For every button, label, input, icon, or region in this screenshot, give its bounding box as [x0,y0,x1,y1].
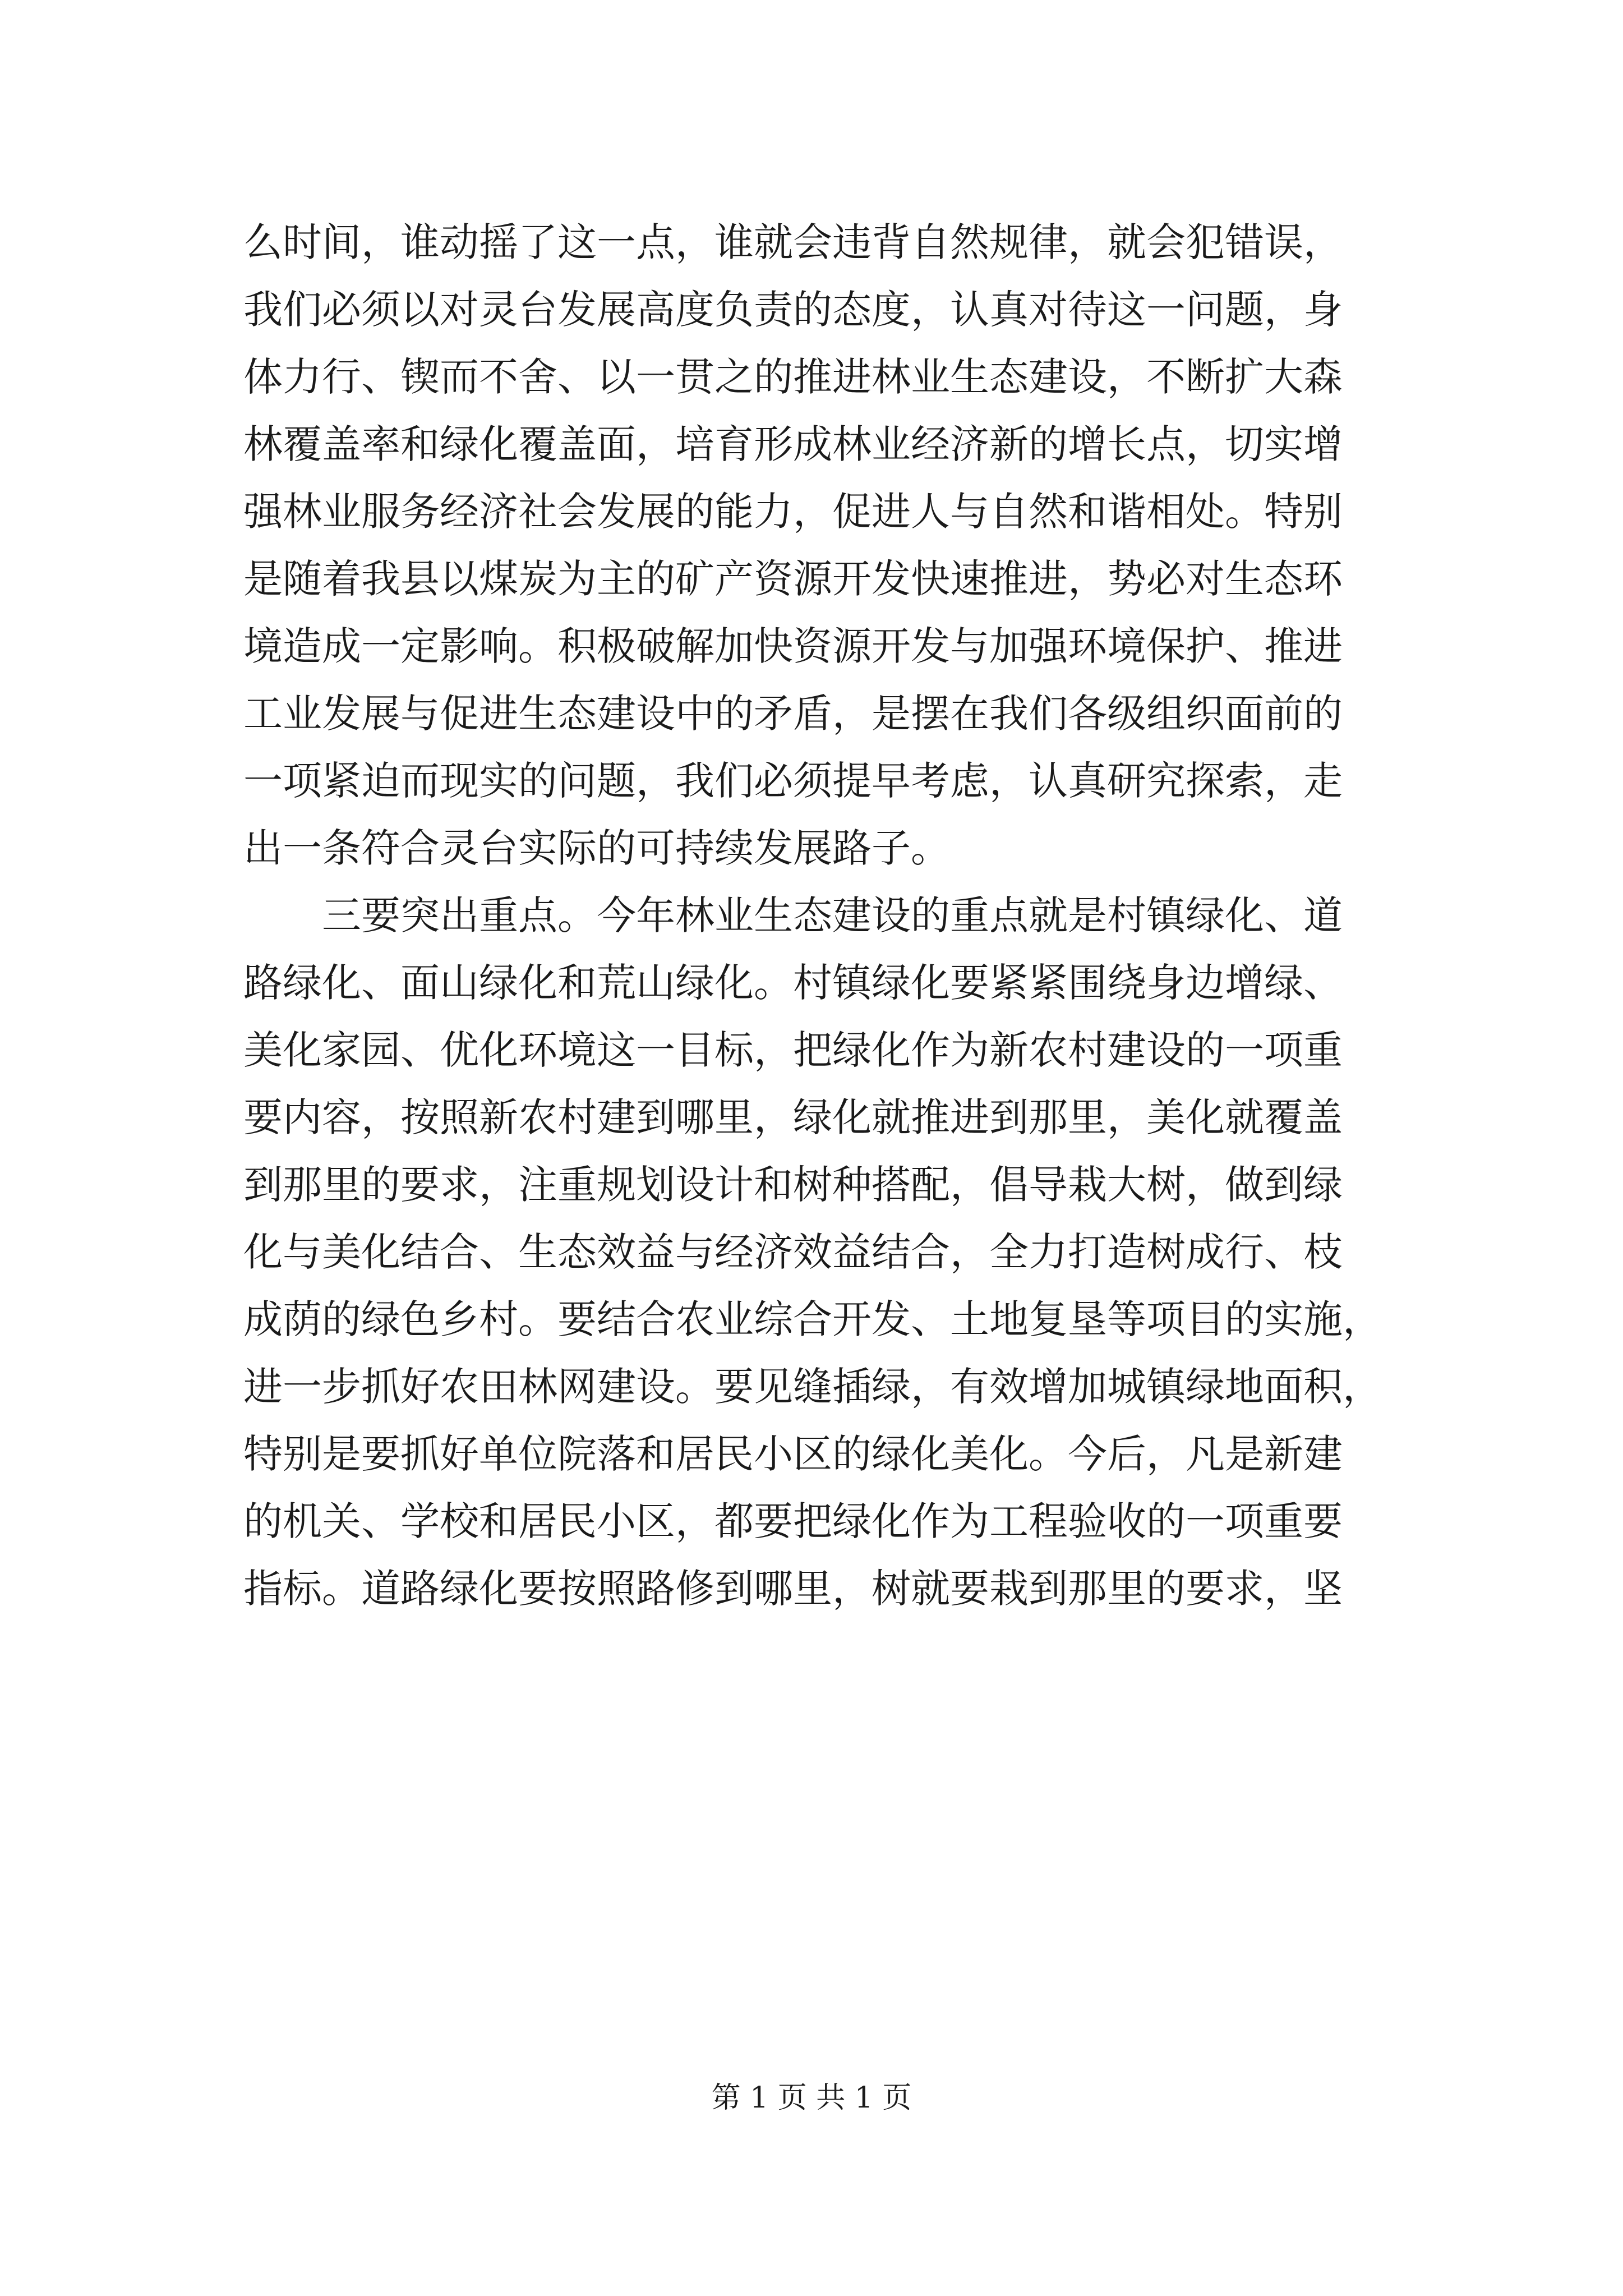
text-line: 工业发展与促进生态建设中的矛盾，是摆在我们各级组织面前的 [243,691,1343,737]
text-line: 我们必须以对灵台发展高度负责的态度，认真对待这一问题，身 [243,287,1343,333]
text-line: 一项紧迫而现实的问题，我们必须提早考虑，认真研究探索，走 [243,758,1343,804]
document-body [243,209,1421,1622]
text-line: 路绿化、面山绿化和荒山绿化。村镇绿化要紧紧围绕身边增绿、 [243,960,1343,1006]
text-line: 强林业服务经济社会发展的能力，促进人与自然和谐相处。特别 [243,489,1343,535]
paragraph-start-line: 三要突出重点。今年林业生态建设的重点就是村镇绿化、道 [322,892,1343,938]
text-line: 林覆盖率和绿化覆盖面，培育形成林业经济新的增长点，切实增 [243,421,1343,467]
page-footer [0,2076,1623,2120]
page-number-label: 第 1 页 共 1 页 [711,2081,912,2115]
text-line: 化与美化结合、生态效益与经济效益结合，全力打造树成行、枝 [243,1229,1343,1275]
text-line: 体力行、锲而不舍、以一贯之的推进林业生态建设，不断扩大森 [243,354,1343,400]
text-line: 到那里的要求，注重规划设计和树种搭配，倡导栽大树，做到绿 [243,1162,1343,1208]
text-line: 指标。道路绿化要按照路修到哪里，树就要栽到那里的要求，坚 [243,1566,1343,1612]
text-line: 特别是要抓好单位院落和居民小区的绿化美化。今后，凡是新建 [243,1431,1343,1477]
text-line: 美化家园、优化环境这一目标，把绿化作为新农村建设的一项重 [243,1027,1343,1073]
text-line: 成荫的绿色乡村。要结合农业综合开发、土地复垦等项目的实施， [243,1296,1382,1342]
text-line: 的机关、学校和居民小区，都要把绿化作为工程验收的一项重要 [243,1498,1343,1544]
text-line: 出一条符合灵台实际的可持续发展路子。 [243,825,950,871]
text-line: 要内容，按照新农村建到哪里，绿化就推进到那里，美化就覆盖 [243,1094,1343,1140]
text-line: 境造成一定影响。积极破解加快资源开发与加强环境保护、推进 [243,623,1343,669]
text-line: 是随着我县以煤炭为主的矿产资源开发快速推进，势必对生态环 [243,556,1343,602]
text-line: 进一步抓好农田林网建设。要见缝插绿，有效增加城镇绿地面积， [243,1364,1382,1410]
text-line: 么时间，谁动摇了这一点，谁就会违背自然规律，就会犯错误， [243,219,1343,265]
